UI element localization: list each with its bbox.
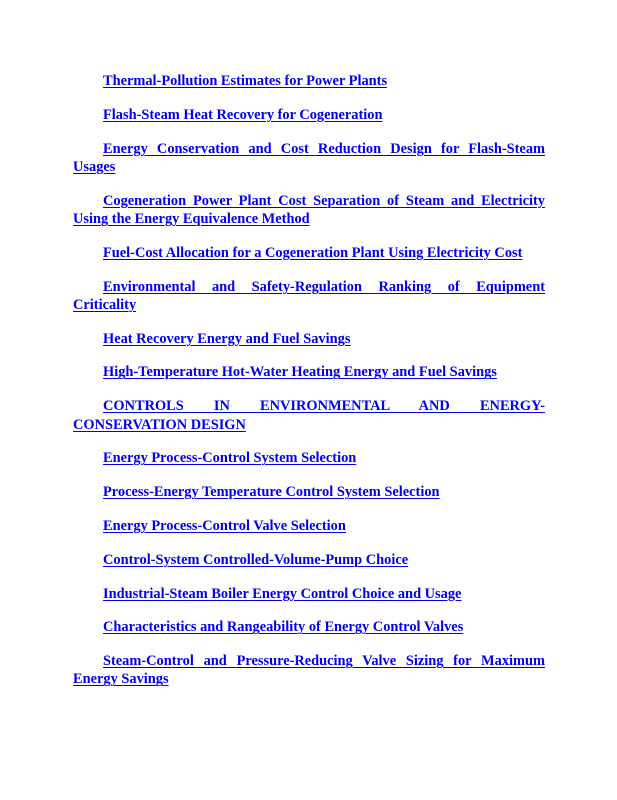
toc-link-valve-sizing[interactable]: Steam-Control and Pressure-Reducing Valve Sizing for Maximum Energy Savings bbox=[73, 653, 545, 688]
toc-link-temperature-control[interactable]: Process-Energy Temperature Control System Selection bbox=[103, 484, 440, 501]
toc-link-flash-steam-heat-recovery[interactable]: Flash-Steam Heat Recovery for Cogeneration bbox=[103, 106, 383, 123]
toc-link-heat-recovery[interactable]: Heat Recovery Energy and Fuel Savings bbox=[103, 330, 351, 347]
toc-entry bbox=[73, 652, 545, 689]
toc-entry bbox=[73, 330, 545, 348]
toc-link-controls-section[interactable]: CONTROLS IN ENVIRONMENTAL AND ENERGY-CONSERVATION DESIGN bbox=[73, 398, 545, 433]
toc-link-hot-water-heating[interactable]: High-Temperature Hot-Water Heating Energy and Fuel Savings bbox=[103, 364, 497, 381]
toc-entry bbox=[73, 397, 545, 434]
toc-entry bbox=[73, 278, 545, 315]
toc-link-process-control-system[interactable]: Energy Process-Control System Selection bbox=[103, 450, 357, 467]
toc-link-fuel-cost-allocation[interactable]: Fuel-Cost Allocation for a Cogeneration Plant Using Electricity Cost bbox=[103, 244, 523, 261]
toc-link-steam-boiler-control[interactable]: Industrial-Steam Boiler Energy Control Choice and Usage bbox=[103, 585, 462, 602]
toc-link-equipment-criticality[interactable]: Environmental and Safety-Regulation Ranking of Equipment Criticality bbox=[73, 278, 545, 313]
toc-link-control-valve-rangeability[interactable]: Characteristics and Rangeability of Energy Control Valves bbox=[103, 619, 464, 636]
toc-entry bbox=[73, 192, 545, 229]
toc-entry bbox=[73, 483, 545, 501]
toc-entry bbox=[73, 72, 545, 90]
toc-link-control-valve-selection[interactable]: Energy Process-Control Valve Selection bbox=[103, 517, 346, 534]
toc-entry bbox=[73, 140, 545, 177]
toc-entry bbox=[73, 551, 545, 569]
table-of-contents bbox=[73, 72, 545, 704]
toc-entry bbox=[73, 106, 545, 124]
toc-entry bbox=[73, 244, 545, 262]
toc-entry bbox=[73, 618, 545, 636]
toc-link-cogeneration-cost-separation[interactable]: Cogeneration Power Plant Cost Separation of Steam and Electricity Using the Energy Equivalence Method bbox=[73, 192, 545, 227]
toc-entry bbox=[73, 363, 545, 381]
toc-entry bbox=[73, 585, 545, 603]
toc-entry bbox=[73, 449, 545, 467]
toc-link-controlled-volume-pump[interactable]: Control-System Controlled-Volume-Pump Choice bbox=[103, 551, 409, 568]
toc-link-flash-steam-usages[interactable]: Energy Conservation and Cost Reduction Design for Flash-Steam Usages bbox=[73, 140, 545, 175]
toc-link-thermal-pollution[interactable]: Thermal-Pollution Estimates for Power Plants bbox=[103, 73, 388, 89]
toc-entry bbox=[73, 517, 545, 535]
